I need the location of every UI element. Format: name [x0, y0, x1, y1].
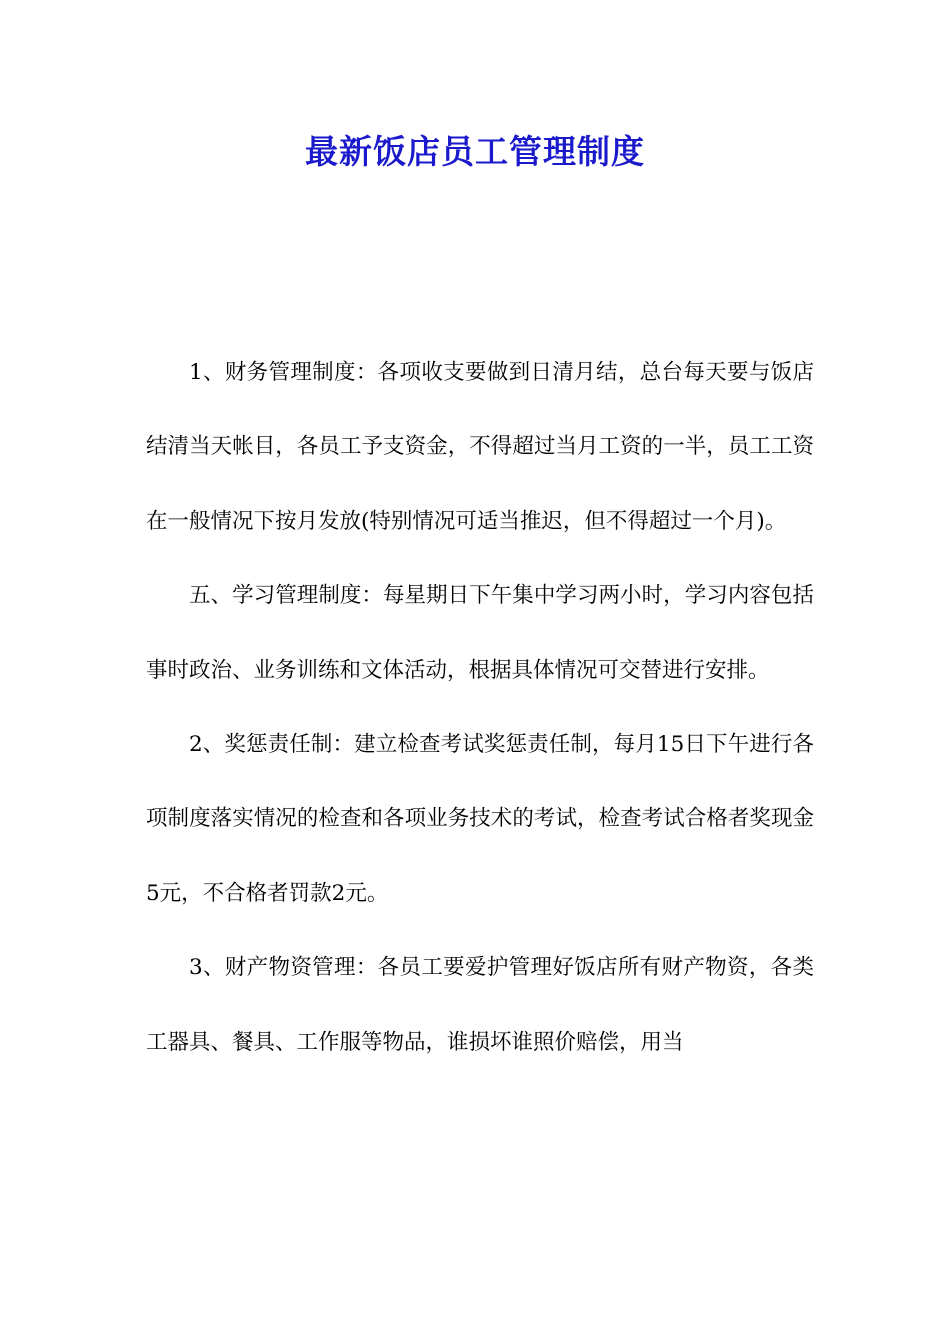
paragraph-reward-punishment: 2、奖惩责任制：建立检查考试奖惩责任制，每月15日下午进行各项制度落实情况的检查和各项业务技术的考试，检查考试合格者奖现金5元，不合格者罚款2元。	[146, 732, 814, 906]
document-title: 最新饭店员工管理制度	[305, 132, 645, 171]
document-body	[146, 336, 814, 1080]
paragraph-property-management: 3、财产物资管理：各员工要爱护管理好饭店所有财产物资，各类工器具、餐具、工作服等物品，谁损坏谁照价赔偿，用当	[146, 955, 814, 1055]
paragraph-study-management: 五、学习管理制度：每星期日下午集中学习两小时，学习内容包括事时政治、业务训练和文体活动，根据具体情况可交替进行安排。	[146, 583, 814, 683]
paragraph-finance-management: 1、财务管理制度：各项收支要做到日清月结，总台每天要与饭店结清当天帐目，各员工予支资金，不得超过当月工资的一半，员工工资在一般情况下按月发放(特别情况可适当推迟，但不得超过一个月)。	[146, 360, 814, 534]
